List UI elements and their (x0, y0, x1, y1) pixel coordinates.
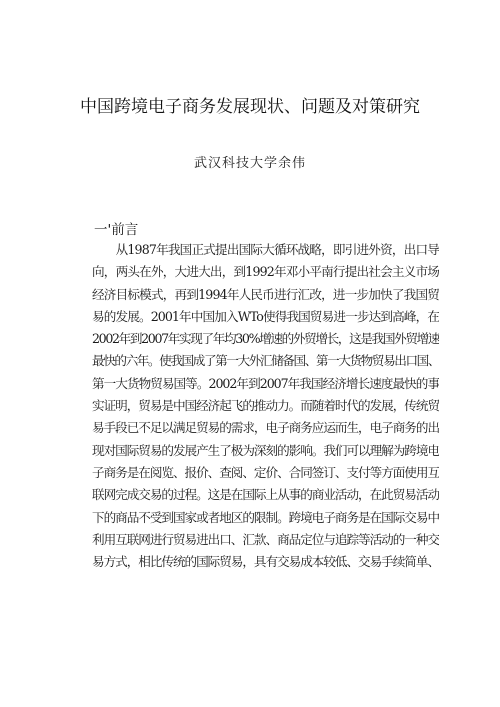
body-line: 实证明，贸易是中国经济起飞的推动力。而随着时代的发展，传统贸 (92, 398, 439, 414)
body-line: 下的商品不受到国家或者地区的限制。跨境电子商务是在国际交易中 (92, 509, 439, 525)
body-line: 易方式，相比传统的国际贸易，具有交易成本较低、交易手续简单、 (92, 554, 439, 570)
body-line: 最快的六年。使我国成了第一大外汇储备国、第一大货物贸易出口国、 (92, 353, 439, 369)
section-heading: 一'前言 (94, 222, 139, 238)
body-text (92, 239, 439, 573)
body-line: 易的发展。2001年中国加入WTo使得我国贸易进一步达到高峰，在 (92, 308, 439, 324)
body-line: 子商务是在阅览、报价、查阅、定价、合同签订、支付等方面使用互 (92, 464, 439, 480)
body-line: 从1987年我国正式提出国际大循环战略，即引进外资，出口导 (92, 242, 439, 257)
body-line: 第一大货物贸易国等。2002年到2007年我国经济增长速度最快的事 (92, 375, 439, 391)
body-line: 利用互联网进行贸易进出口、汇款、商品定位与追踪等活动的一种交 (92, 531, 439, 547)
body-line: 2002年到2007年实现了年均30%增速的外贸增长，这是我国外贸增速 (92, 331, 439, 347)
body-line: 现对国际贸易的发展产生了极为深刻的影响。我们可以理解为跨境电 (92, 442, 439, 458)
body-line: 经济目标模式，再到1994年人民币进行汇改，进一步加快了我国贸 (92, 286, 439, 302)
author-line: 武汉科技大学余伟 (193, 156, 306, 171)
body-line: 联网完成交易的过程。这是在国际上从事的商业活动，在此贸易活动 (92, 487, 439, 503)
document-title: 中国跨境电子商务发展现状、问题及对策研究 (80, 97, 420, 117)
body-line: 向，两头在外，大进大出，到1992年邓小平南行提出社会主义市场 (92, 264, 439, 280)
body-line: 易手段已不足以满足贸易的需求，电子商务应运而生，电子商务的出 (92, 420, 439, 436)
